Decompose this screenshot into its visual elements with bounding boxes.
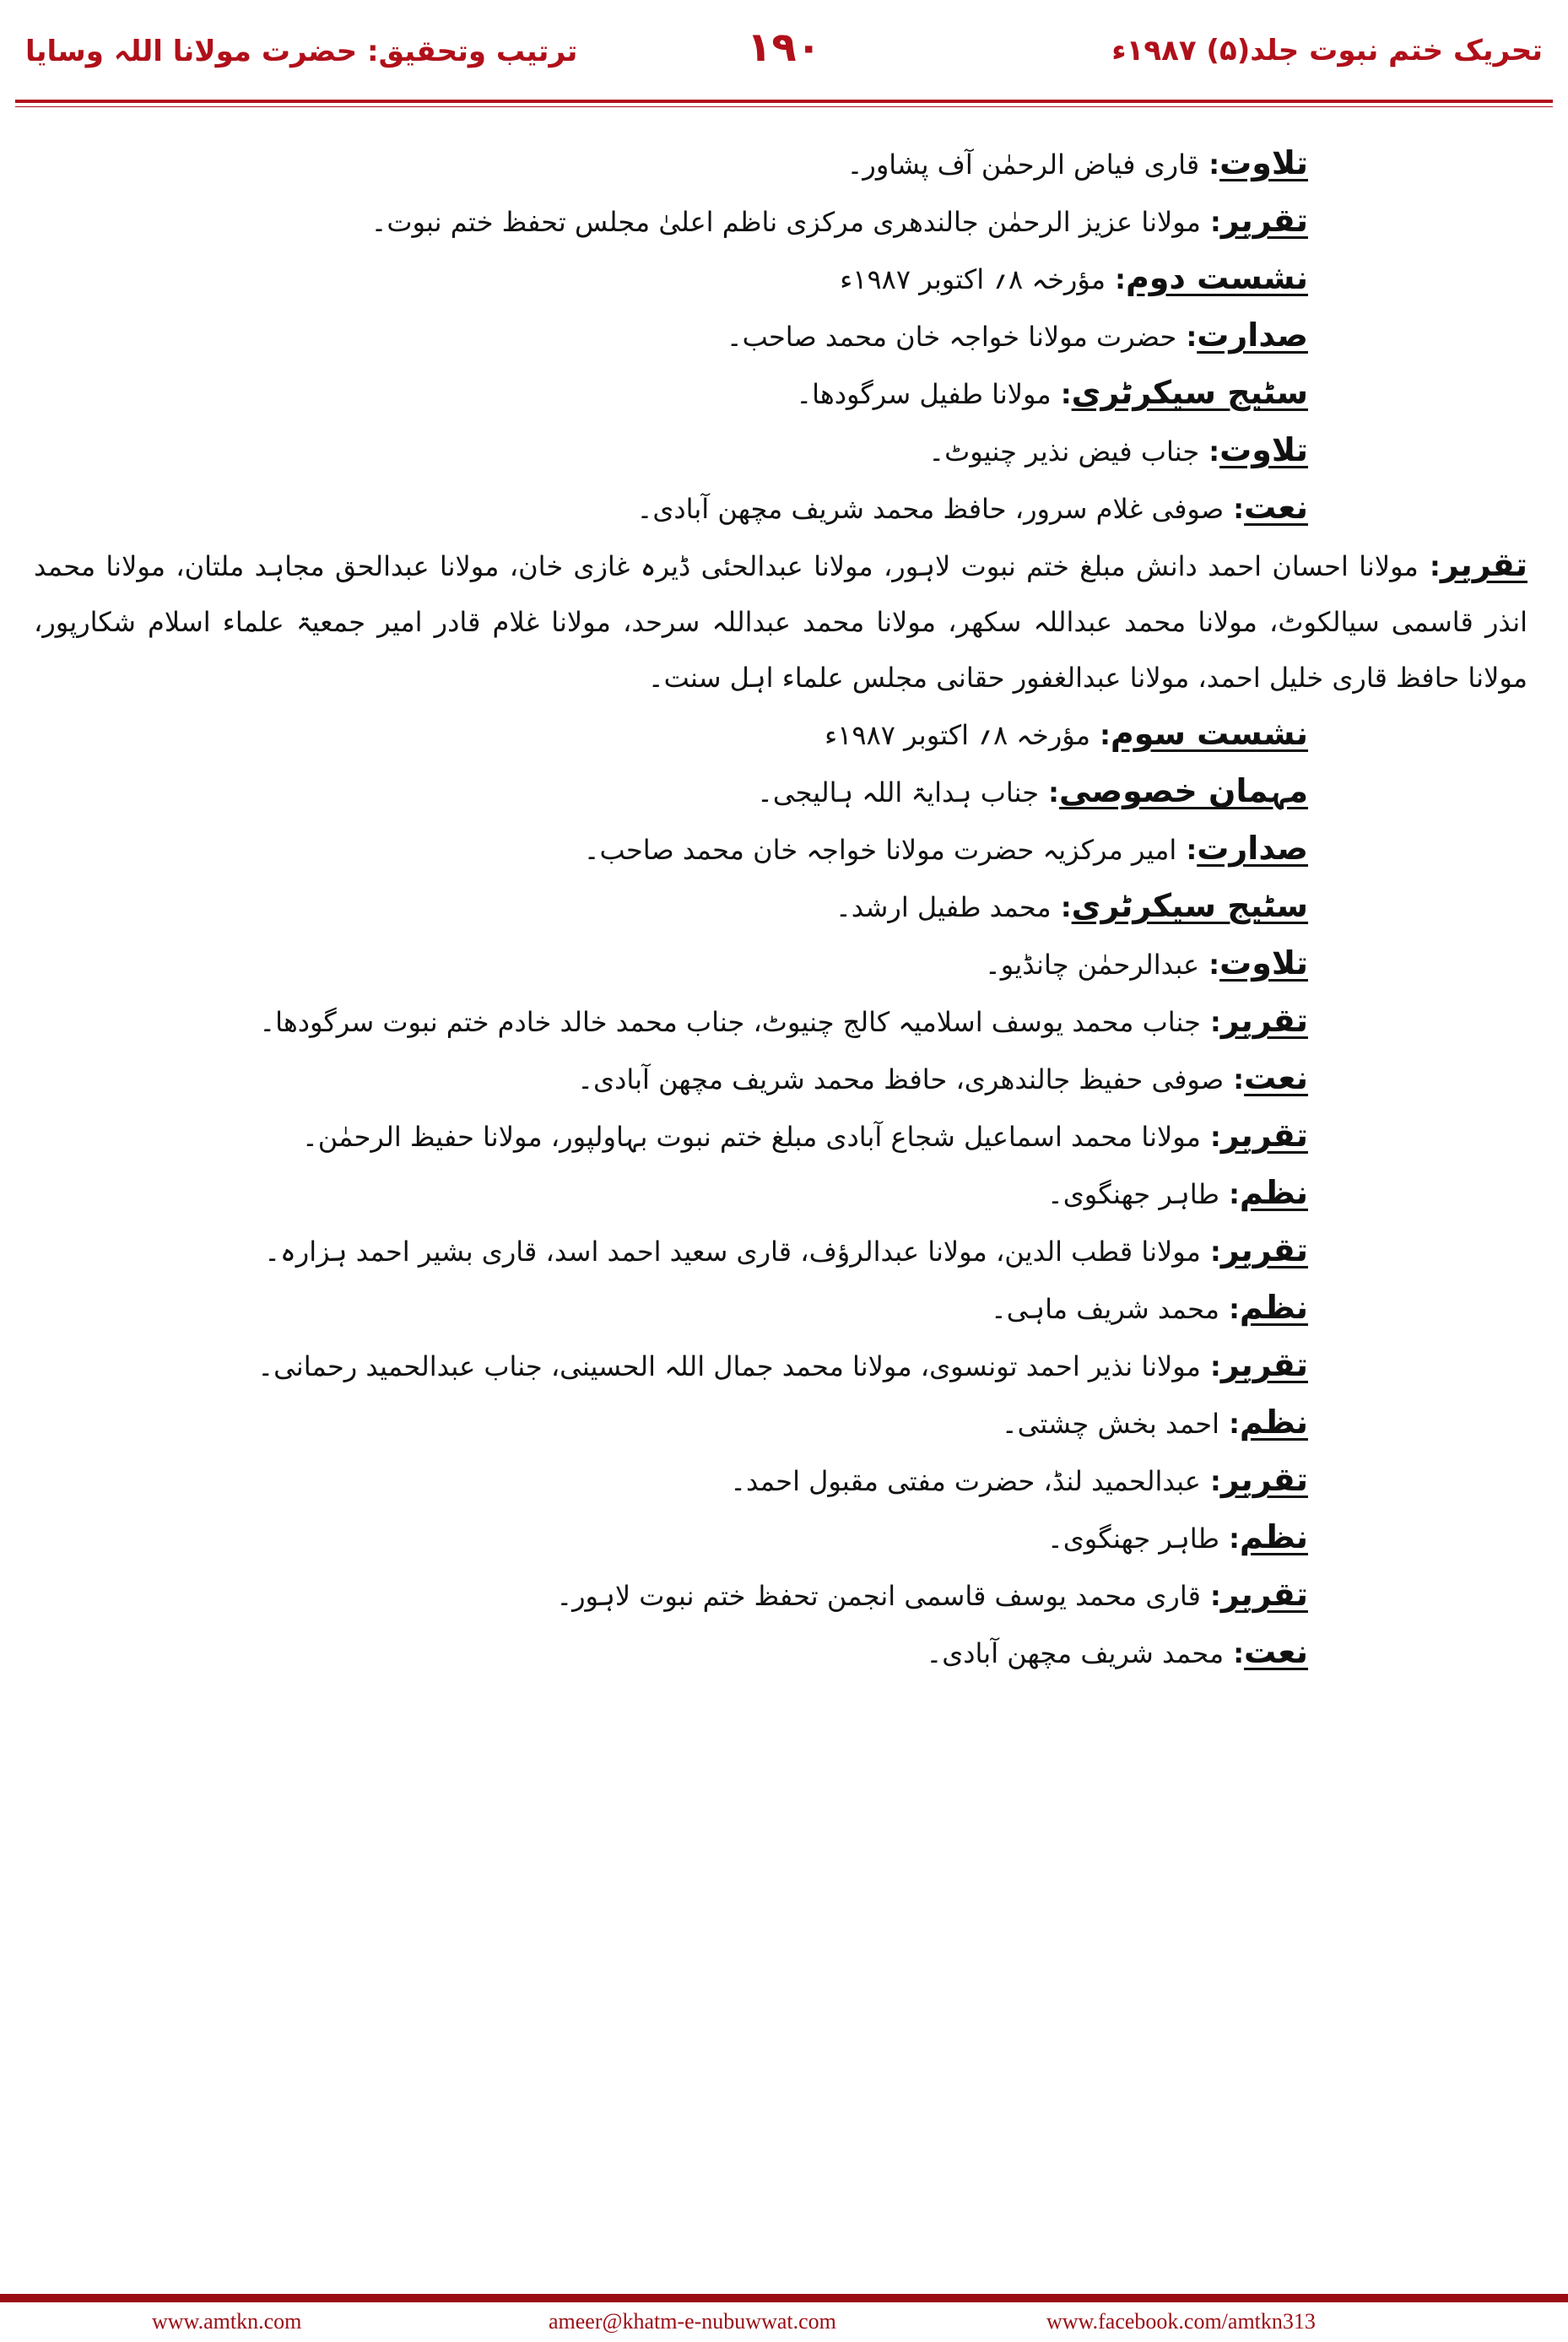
entry-label: تقریر — [1220, 1117, 1308, 1154]
program-entry — [34, 878, 1308, 935]
page-header — [0, 0, 1568, 101]
entry-text: طاہر جھنگوی۔ — [1046, 1178, 1219, 1210]
program-entry — [34, 1107, 1308, 1165]
entry-label: سٹیج سیکرٹری — [1071, 374, 1308, 411]
entry-line — [34, 1050, 1308, 1107]
entry-text: مؤرخہ ۸؍ اکتوبر ۱۹۸۷ء — [840, 263, 1106, 295]
entry-text: محمد شریف ماہی۔ — [990, 1293, 1219, 1325]
entry-text: جناب ہدایۃ اللہ ہالیجی۔ — [757, 776, 1040, 809]
entry-label: تقریر — [1220, 1002, 1308, 1039]
entry-text: مؤرخہ ۸؍ اکتوبر ۱۹۸۷ء — [825, 719, 1090, 751]
entry-label: تقریر — [1440, 546, 1528, 583]
entry-line — [34, 1279, 1308, 1337]
entry-colon: : — [1176, 321, 1198, 353]
entry-colon: : — [1200, 1006, 1221, 1038]
footer-bar — [0, 2294, 1568, 2302]
entry-line — [34, 537, 1527, 706]
entry-line — [34, 135, 1308, 192]
program-entry — [34, 1566, 1308, 1624]
entry-colon: : — [1224, 1637, 1245, 1669]
program-entry — [34, 1509, 1308, 1566]
entry-text: صوفی غلام سرور، حافظ محمد شریف مچھن آبادی۔ — [636, 493, 1225, 525]
program-entry — [34, 422, 1308, 479]
program-entry — [34, 1624, 1308, 1681]
entry-colon: : — [1200, 1465, 1221, 1497]
entry-colon: : — [1219, 1178, 1240, 1210]
program-entry — [34, 935, 1308, 993]
entry-text: جناب محمد یوسف اسلامیہ کالج چنیوٹ، جناب محمد خالد خادم ختم نبوت سرگودھا۔ — [259, 1006, 1201, 1038]
entry-text: قاری فیاض الرحمٰن آف پشاور۔ — [846, 149, 1200, 181]
program-entry — [34, 250, 1308, 307]
entry-line — [34, 935, 1308, 993]
entry-text: مولانا احسان احمد دانش مبلغ ختم نبوت لاہور، مولانا عبدالحئی ڈیرہ غازی خان، مولانا عبدالحق مجاہد ملتان، مولانا محمد انذر قاسمی سیالکوٹ، مولانا محمد عبداللہ سکھر، مولانا محمد عبداللہ سرحد، مولانا غلام قادر امیر جمعیۃ علماء اسلام شکارپور، مولانا حافظ قاری خلیل احمد، مولانا عبدالغفور حقانی مجلس علماء اہل سنت۔ — [34, 550, 1527, 694]
program-entry — [34, 192, 1308, 250]
program-entry — [34, 1452, 1308, 1509]
entry-text: امیر مرکزیہ حضرت مولانا خواجہ خان محمد صاحب۔ — [583, 834, 1177, 866]
entry-label: نظم — [1239, 1404, 1308, 1441]
entry-label: نعت — [1244, 1633, 1308, 1670]
entry-label: تقریر — [1220, 202, 1308, 239]
entry-text: مولانا نذیر احمد تونسوی، مولانا محمد جمال اللہ الحسینی، جناب عبدالحمید رحمانی۔ — [257, 1350, 1201, 1382]
entry-line — [34, 1165, 1308, 1222]
entry-label: مہمان خصوصی — [1058, 772, 1308, 809]
entry-colon: : — [1089, 719, 1111, 751]
entry-label: تقریر — [1220, 1461, 1308, 1498]
entry-label: نظم — [1239, 1518, 1308, 1555]
program-entry — [34, 1279, 1308, 1337]
facebook-link[interactable]: www.facebook.com/amtkn313 — [1046, 2309, 1316, 2334]
entry-label: نعت — [1244, 489, 1308, 526]
entry-line — [34, 820, 1308, 878]
entry-colon: : — [1199, 149, 1220, 181]
entry-line — [34, 479, 1308, 537]
book-title: تحریک ختم نبوت جلد(۵) ۱۹۸۷ء — [1111, 34, 1543, 68]
entry-line — [34, 250, 1308, 307]
entry-colon: : — [1200, 1121, 1221, 1153]
program-entry — [34, 706, 1308, 763]
entry-colon: : — [1199, 949, 1220, 981]
entry-label: نعت — [1244, 1059, 1308, 1096]
entry-label: تلاوت — [1219, 431, 1308, 468]
entry-line — [34, 422, 1308, 479]
compiler-credit: ترتیب وتحقیق: حضرت مولانا اللہ وسایا — [25, 35, 578, 68]
entry-text: قاری محمد یوسف قاسمی انجمن تحفظ ختم نبوت لاہور۔ — [556, 1580, 1201, 1612]
entry-line — [34, 1337, 1308, 1394]
program-entry — [34, 993, 1308, 1050]
entry-line — [34, 1394, 1308, 1452]
entry-colon: : — [1051, 891, 1072, 923]
entry-colon: : — [1051, 378, 1072, 410]
entry-line — [34, 1624, 1308, 1681]
entry-colon: : — [1224, 493, 1245, 525]
program-entry — [34, 1165, 1308, 1222]
entry-label: صدارت — [1197, 316, 1308, 354]
email-link[interactable]: ameer@khatm-e-nubuwwat.com — [549, 2309, 836, 2334]
program-entry — [34, 135, 1308, 192]
entry-text: مولانا محمد اسماعیل شجاع آبادی مبلغ ختم نبوت بہاولپور، مولانا حفیظ الرحمٰن۔ — [302, 1121, 1201, 1153]
entry-line — [34, 706, 1308, 763]
entry-text: عبدالرحمٰن چانڈیو۔ — [985, 949, 1200, 981]
entry-colon: : — [1200, 1580, 1221, 1612]
program-entry — [34, 763, 1308, 820]
program-entry — [34, 1394, 1308, 1452]
entry-colon: : — [1106, 263, 1126, 295]
entry-line — [34, 1509, 1308, 1566]
entry-line — [34, 1107, 1308, 1165]
program-entry — [34, 479, 1308, 537]
entry-colon: : — [1219, 1523, 1240, 1555]
page-footer — [0, 2294, 1568, 2342]
entry-label: نظم — [1239, 1289, 1308, 1326]
program-entry — [34, 307, 1308, 365]
entry-line — [34, 1566, 1308, 1624]
website-link[interactable]: www.amtkn.com — [152, 2309, 302, 2334]
program-entry — [34, 1337, 1308, 1394]
entry-label: نظم — [1239, 1174, 1308, 1211]
entry-colon: : — [1219, 1293, 1240, 1325]
entry-label: تلاوت — [1219, 944, 1308, 982]
program-entry — [34, 1050, 1308, 1107]
entry-text: مولانا عزیز الرحمٰن جالندھری مرکزی ناظم اعلیٰ مجلس تحفظ ختم نبوت۔ — [370, 206, 1201, 238]
entry-text: احمد بخش چشتی۔ — [1001, 1408, 1219, 1440]
entry-line — [34, 365, 1308, 422]
entry-colon: : — [1219, 1408, 1240, 1440]
entry-text: محمد طفیل ارشد۔ — [835, 891, 1052, 923]
entry-colon: : — [1200, 1236, 1221, 1268]
entry-text: مولانا قطب الدین، مولانا عبدالرؤف، قاری سعید احمد اسد، قاری بشیر احمد ہزارہ۔ — [264, 1236, 1201, 1268]
entry-label: سٹیج سیکرٹری — [1071, 887, 1308, 924]
entry-line — [34, 878, 1308, 935]
entry-line — [34, 1222, 1308, 1279]
entry-colon: : — [1039, 776, 1059, 809]
page-number: ۱۹۰ — [747, 24, 821, 71]
entry-line — [34, 993, 1308, 1050]
entry-colon: : — [1224, 1063, 1245, 1095]
entry-label: تقریر — [1220, 1346, 1308, 1383]
header-divider — [15, 100, 1553, 103]
entry-text: طاہر جھنگوی۔ — [1046, 1523, 1219, 1555]
program-entry — [34, 820, 1308, 878]
entry-colon: : — [1418, 550, 1441, 582]
entry-text: مولانا طفیل سرگودھا۔ — [796, 378, 1052, 410]
entry-line — [34, 192, 1308, 250]
program-entry — [34, 537, 1527, 706]
page-body — [34, 135, 1527, 1681]
program-entry — [34, 365, 1308, 422]
entry-text: جناب فیض نذیر چنیوٹ۔ — [928, 435, 1200, 468]
program-entry — [34, 1222, 1308, 1279]
entry-label: تلاوت — [1219, 144, 1308, 181]
entry-label: نشست سوم — [1110, 715, 1308, 752]
entry-label: تقریر — [1220, 1231, 1308, 1268]
entry-line — [34, 307, 1308, 365]
entry-colon: : — [1176, 834, 1198, 866]
entry-text: حضرت مولانا خواجہ خان محمد صاحب۔ — [726, 321, 1177, 353]
entry-text: صوفی حفیظ جالندھری، حافظ محمد شریف مچھن آبادی۔ — [577, 1063, 1225, 1095]
entry-text: عبدالحمید لنڈ، حضرت مفتی مقبول احمد۔ — [730, 1465, 1201, 1497]
entry-label: نشست دوم — [1125, 259, 1308, 296]
header-divider-thin — [15, 106, 1553, 107]
entry-label: تقریر — [1220, 1576, 1308, 1613]
entry-colon: : — [1200, 206, 1221, 238]
entry-label: صدارت — [1197, 830, 1308, 867]
entry-text: محمد شریف مچھن آبادی۔ — [926, 1637, 1225, 1669]
entry-colon: : — [1200, 1350, 1221, 1382]
entry-line — [34, 1452, 1308, 1509]
entry-colon: : — [1199, 435, 1220, 468]
entry-line — [34, 763, 1308, 820]
